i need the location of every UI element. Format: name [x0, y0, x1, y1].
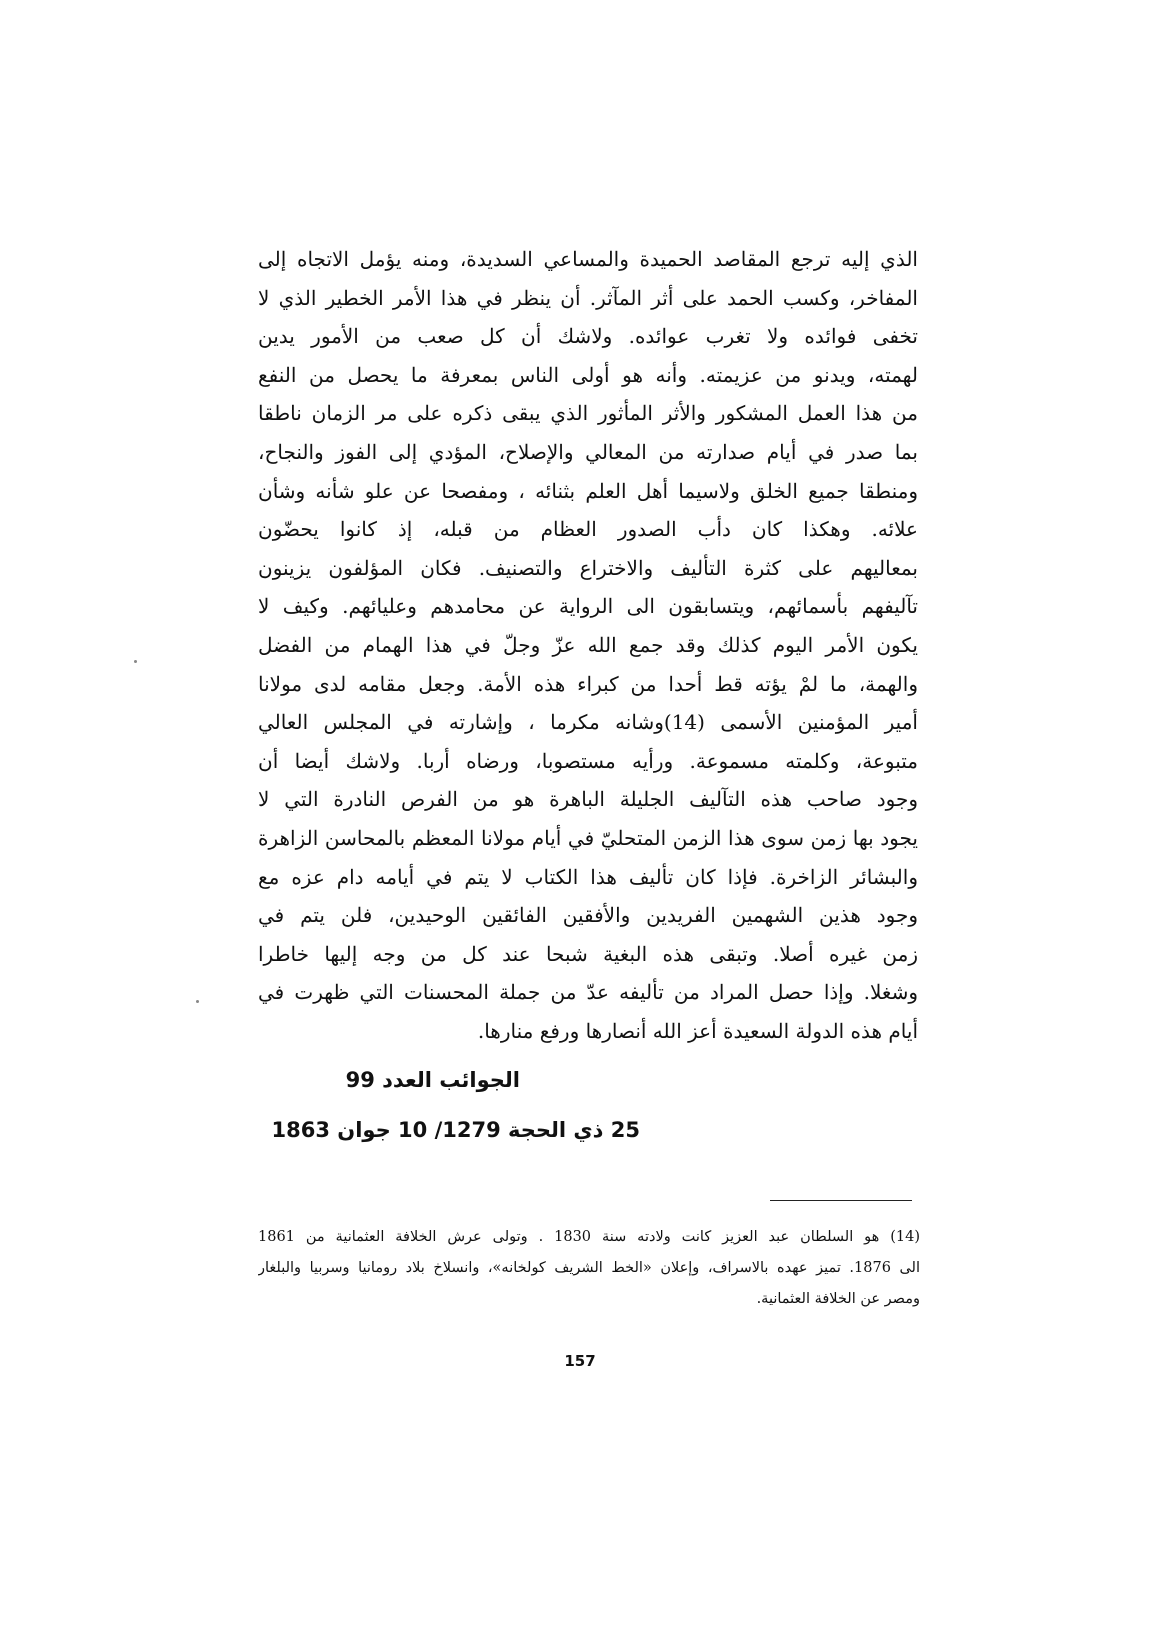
newspaper-issue: الجوائب العدد 99 — [345, 1068, 520, 1092]
footnote-line: الى 1876. تميز عهده بالاسراف، وإعلان «الخط الشريف كولخانه»، وانسلاخ بلاد رومانيا وسربيا والبلغار — [258, 1260, 920, 1276]
text-line: وجود صاحب هذه التآليف الجليلة الباهرة هو من الفرص النادرة التي لا — [258, 787, 918, 812]
text-line: متبوعة، وكلمته مسموعة. ورأيه مستصوبا، ورضاه أربا. ولاشك أيضا أن — [258, 748, 918, 773]
footnote-line-last: ومصر عن الخلافة العثمانية. — [756, 1291, 920, 1307]
text-line: علائه. وهكذا كان دأب الصدور العظام من قبله، إذ كانوا يحضّون — [258, 517, 918, 542]
text-line: من هذا العمل المشكور والأثر المأثور الذي يبقى ذكره على مر الزمان ناطقا — [258, 401, 918, 426]
source-citation — [260, 1060, 640, 1150]
text-line-last: أيام هذه الدولة السعيدة أعز الله أنصارها ورفع منارها. — [477, 1018, 918, 1043]
text-line: المفاخر، وكسب الحمد على أثر المآثر. أن ينظر في هذا الأمر الخطير الذي لا — [258, 285, 918, 310]
text-line: والهمة، ما لمْ يؤته قط أحدا من كبراء هذه الأمة. وجعل مقامه لدى مولانا — [258, 671, 918, 696]
text-line: زمن غيره أصلا. وتبقى هذه البغية شبحا عند كل من وجه إليها خاطرا — [258, 941, 918, 966]
text-line: تخفى فوائده ولا تغرب عوائده. ولاشك أن كل صعب من الأمور يدين — [258, 324, 918, 349]
text-line: وجود هذين الشهمين الفريدين والأفقين الفائقين الوحيدين، فلن يتم في — [258, 903, 918, 928]
text-line: يجود بها زمن سوى هذا الزمن المتحليّ في أيام مولانا المعظم بالمحاسن الزاهرة — [258, 825, 918, 850]
text-line: بمعاليهم على كثرة التأليف والاختراع والتصنيف. فكان المؤلفون يزينون — [258, 555, 918, 580]
footnote-block — [258, 1222, 920, 1315]
footnote-divider — [770, 1200, 912, 1201]
footnote-line: (14) هو السلطان عبد العزيز كانت ولادته سنة 1830 . وتولى عرش الخلافة العثمانية من 1861 — [258, 1229, 920, 1245]
text-line: وشغلا. وإذا حصل المراد من تأليفه عدّ من جملة المحسنات التي ظهرت في — [258, 980, 918, 1005]
text-line: والبشائر الزاخرة. فإذا كان تأليف هذا الكتاب لا يتم في أيامه دام عزه مع — [258, 864, 918, 889]
page-number: 157 — [564, 1352, 596, 1370]
text-line: بما صدر في أيام صدارته من المعالي والإصلاح، المؤدي إلى الفوز والنجاح، — [258, 439, 918, 464]
text-line: أمير المؤمنين الأسمى (14)وشانه مكرما ، وإشارته في المجلس العالي — [258, 710, 918, 735]
scan-speck — [134, 660, 137, 663]
main-paragraph — [258, 240, 918, 1050]
scan-speck — [196, 1000, 199, 1003]
publication-date: 25 ذي الحجة 1279/ 10 جوان 1863 — [271, 1118, 640, 1142]
text-line: لهمته، ويدنو من عزيمته. وأنه هو أولى الناس بمعرفة ما يحصل من النفع — [258, 362, 918, 387]
text-line: تآليفهم بأسمائهم، ويتسابقون الى الرواية عن محامدهم وعليائهم. وكيف لا — [258, 594, 918, 619]
text-line: يكون الأمر اليوم كذلك وقد جمع الله عزّ وجلّ في هذا الهمام من الفضل — [258, 632, 918, 657]
text-line: ومنطقا جميع الخلق ولاسيما أهل العلم بثنائه ، ومفصحا عن علو شأنه وشأن — [258, 478, 918, 503]
text-line: الذي إليه ترجع المقاصد الحميدة والمساعي السديدة، ومنه يؤمل الاتجاه إلى — [258, 247, 918, 271]
